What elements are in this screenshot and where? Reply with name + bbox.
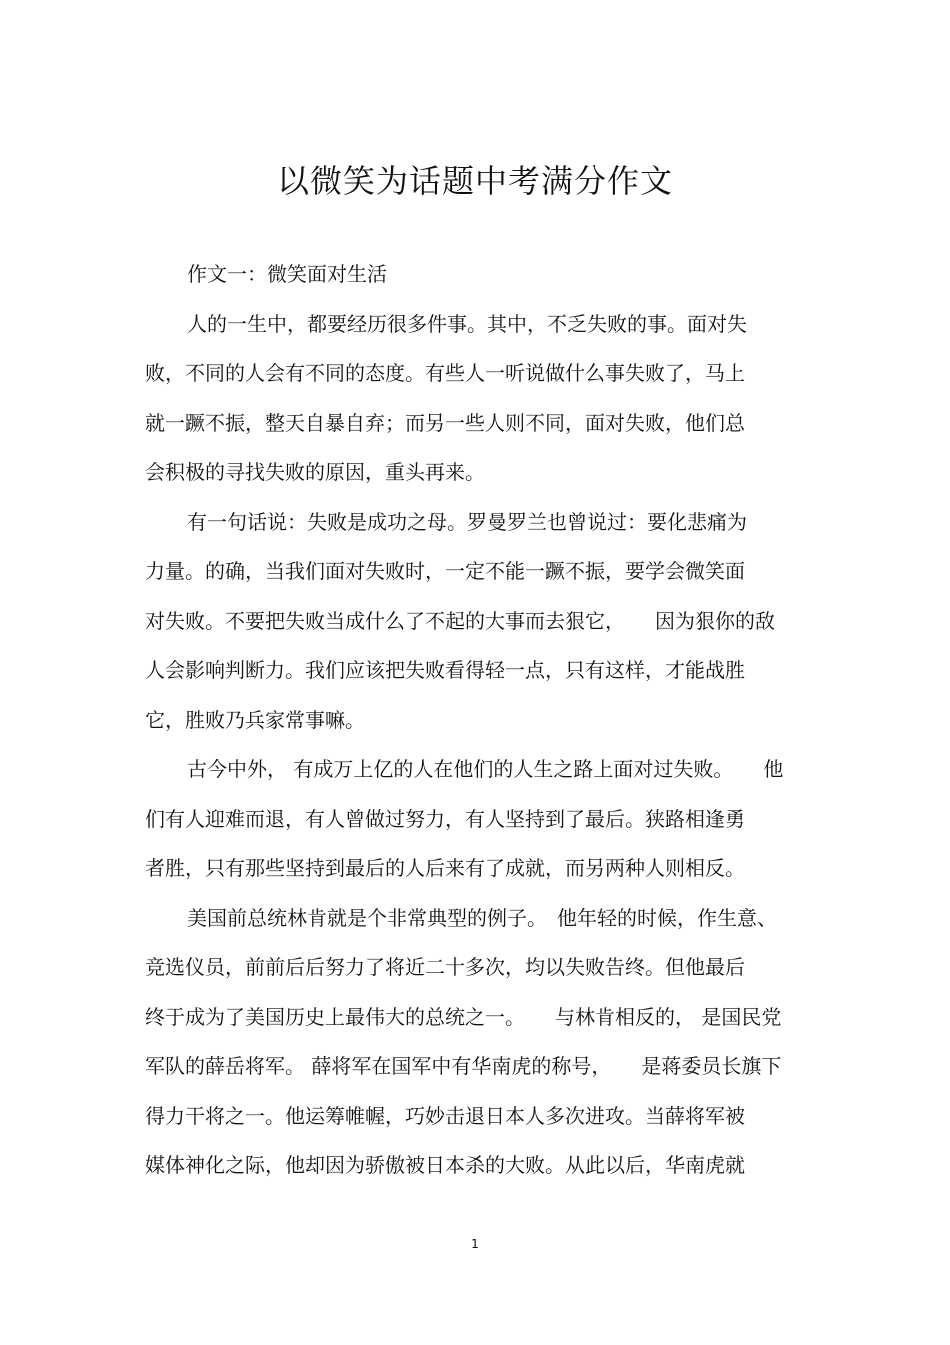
text-line: 有一句话说：失败是成功之母。罗曼罗兰也曾说过：要化悲痛为 xyxy=(187,509,747,534)
text-line: 终于成为了美国历史上最伟大的总统之一。 与林肯相反的， 是国民党 xyxy=(145,1004,782,1029)
text-line: 败，不同的人会有不同的态度。有些人一听说做什么事失败了，马上 xyxy=(145,361,745,385)
text-line: 人会影响判断力。我们应该把失败看得轻一点，只有这样，才能战胜 xyxy=(145,658,745,682)
text-line: 得力干将之一。他运筹帷幄，巧妙击退日本人多次进攻。当薛将军被 xyxy=(145,1103,745,1128)
text-line: 力量。的确，当我们面对失败时，一定不能一蹶不振，要学会微笑面 xyxy=(145,559,745,583)
text-line: 对失败。不要把失败当成什么了不起的大事而去狠它， 因为狠你的敌 xyxy=(145,608,775,633)
text-line: 它，胜败乃兵家常事嘛。 xyxy=(145,707,365,732)
page-number: 1 xyxy=(471,1237,479,1251)
document-title: 以微笑为话题中考满分作文 xyxy=(276,162,673,201)
text-line: 古今中外， 有成万上亿的人在他们的人生之路上面对过失败。 他 xyxy=(187,757,784,781)
text-line: 美国前总统林肯就是个非常典型的例子。 他年轻的时候，作生意、 xyxy=(187,905,777,930)
text-line: 人的一生中，都要经历很多件事。其中，不乏失败的事。面对失 xyxy=(187,311,747,336)
text-line: 媒体神化之际，他却因为骄傲被日本杀的大败。从此以后，华南虎就 xyxy=(145,1153,745,1177)
document-body xyxy=(145,250,805,1191)
text-line: 作文一：微笑面对生活 xyxy=(187,262,387,286)
text-line: 竞选仪员，前前后后努力了将近二十多次，均以失败告终。但他最后 xyxy=(145,955,745,979)
text-line: 会积极的寻找失败的原因，重头再来。 xyxy=(145,460,485,484)
text-line: 们有人迎难而退，有人曾做过努力，有人坚持到了最后。狭路相逢勇 xyxy=(145,806,745,831)
text-line: 军队的薛岳将军。 薛将军在国军中有华南虎的称号， 是蒋委员长旗下 xyxy=(145,1054,782,1078)
text-line: 就一蹶不振，整天自暴自弃；而另一些人则不同，面对失败，他们总 xyxy=(145,410,745,435)
text-line: 者胜，只有那些坚持到最后的人后来有了成就，而另两种人则相反。 xyxy=(145,856,745,880)
